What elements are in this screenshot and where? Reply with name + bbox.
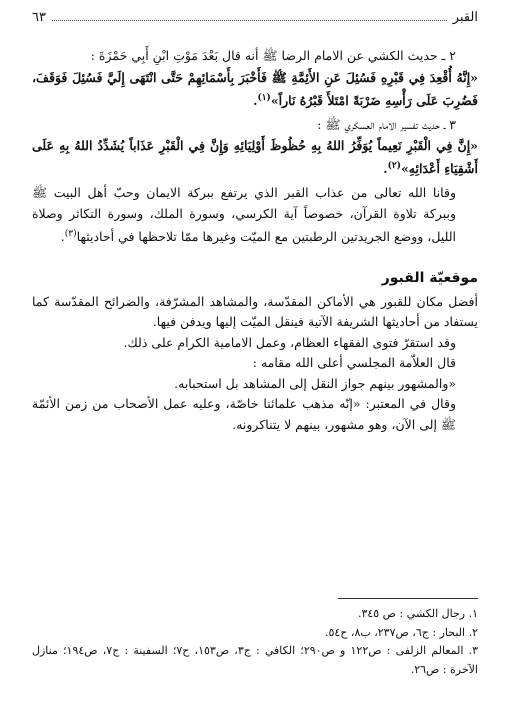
protection-text: وقانا الله تعالى من عذاب القبر الذي يرتفع ببركة الايمان وحبّ أهل البيت ﷺ وببركة تلاوة القرآن، خصوصاً آية الكرسي، وسورة الملك، وسورة التكاثر وصلاة الليل، ووضع الجريدتين الرطبتين مع الميّت وغيرها ممّا تلاحظها في أحاديثها — [32, 185, 456, 245]
page-number: ٦٣ — [32, 10, 46, 25]
section-paragraph-1: أفضل مكان للقبور هي الأماكن المقدّسة، والمشاهد المشرّفة، والضرائح المقدّسة كما يستفاد من أحاديثها الشريفة الآتية فينقل الميّت إليها ويدفن فيها. — [32, 293, 478, 330]
hadith-2-quote-text: «إِنَّهُ أُقْعِدَ فِي قَبْرِهِ فَسُئِلَ عَنِ الأَئِمَّةِ ﷺ فَأَخْبَرَ بِأَسْمَائِهِمْ حَتَّى انْتَهَى إِلَيَّ فَسُئِلَ فَوَقَفَ، فَضُرِبَ عَلَى رَأْسِهِ ضَرْبَةً امْتَلأَ قَبْرُهُ نَاراً» — [32, 69, 478, 108]
footnote-2: ٢. البحار : ج٦، ص٢٣٧، ب٨، ح٥٤. — [324, 625, 478, 639]
section-paragraph-3: قال العلاّمة المجلسي أعلى الله مقامه : — [252, 355, 456, 371]
footnote-ref-3: (٣) — [64, 229, 77, 240]
footnote-1: ١. رجال الكشي : ص ٣٤٥. — [357, 607, 478, 620]
footnote-3: ٣. المعالم الزلفى : ص١٢٢ و ص٢٩٠؛ الكافي : ج٣، ص١٥٣، ح٧؛ السفينة : ج٧، ص١٩٤؛ منازل الآخرة : ص٢٦. — [32, 644, 478, 676]
footnote-rule — [338, 598, 478, 599]
hadith-3-quote-text: «إِنَّ فِي الْقَبْرِ نَعِيماً يُوَفِّرُ اللهُ بِهِ حُظُوظَ أَوْلِيَائِهِ وَإِنَّ فِي الْقَبْرِ عَذَاباً يُشَدِّدُ اللهُ بِهِ عَلَى أَشْقِيَاءِ أَعْدَائِهِ» — [32, 138, 478, 177]
hadith-2-heading: ٢ ـ حديث الكشي عن الامام الرضا ﷺ أنه قال بَعْدَ مَوْتِ ابْنِ أَبِي حَمْزَةَ : — [90, 48, 456, 63]
page-header — [32, 10, 478, 30]
footnote-ref-2: (٢) — [387, 161, 401, 172]
section-paragraph-2: وقد استقرّ فتوى الفقهاء العظام، وعمل الامامية الكرام على ذلك. — [123, 334, 456, 350]
header-leader-dots — [52, 10, 447, 21]
section-title: موقعيّة القبور — [381, 269, 478, 286]
footnote-ref-1: (١) — [257, 92, 271, 103]
running-title: القبر — [452, 10, 478, 25]
hadith-3-heading: ٣ ـ حديث تفسير الامام العسكري ﷺ : — [317, 116, 456, 132]
hadith-3-quote: «إِنَّ فِي الْقَبْرِ نَعِيماً يُوَفِّرُ اللهُ بِهِ حُظُوظَ أَوْلِيَائِهِ وَإِنَّ فِي الْقَبْرِ عَذَاباً يُشَدِّدُ اللهُ بِهِ عَلَى أَشْقِيَاءِ أَعْدَائِهِ»$^{(٢)}$. — [32, 138, 478, 177]
hadith-2-quote: «إِنَّهُ أُقْعِدَ فِي قَبْرِهِ فَسُئِلَ عَنِ الأَئِمَّةِ ﷺ فَأَخْبَرَ بِأَسْمَائِهِمْ حَتَّى انْتَهَى إِلَيَّ فَسُئِلَ فَوَقَفَ، فَضُرِبَ عَلَى رَأْسِهِ ضَرْبَةً امْتَلأَ قَبْرُهُ نَاراً»$^{(١)}$. — [32, 69, 478, 108]
protection-paragraph: وقانا الله تعالى من عذاب القبر الذي يرتفع ببركة الايمان وحبّ أهل البيت ﷺ وببركة تلاوة القرآن، خصوصاً آية الكرسي، وسورة الملك، وسورة التكاثر وصلاة الليل، ووضع الجريدتين الرطبتين مع الميّت وغيرها ممّا تلاحظها في أحاديثها$^{(٣)}$. — [32, 185, 456, 245]
section-paragraph-5: وقال في المعتبر: «إنّه مذهب علمائنا خاصّة، وعليه عمل الأصحاب من زمن الأئمّة ﷺ إلى الآن، وهو مشهور، بينهم لا يتناكرونه. — [32, 396, 456, 432]
section-paragraph-4: «والمشهور بينهم جواز النقل إلى المشاهد بل استحبابه. — [174, 375, 456, 391]
footnotes — [32, 598, 478, 679]
